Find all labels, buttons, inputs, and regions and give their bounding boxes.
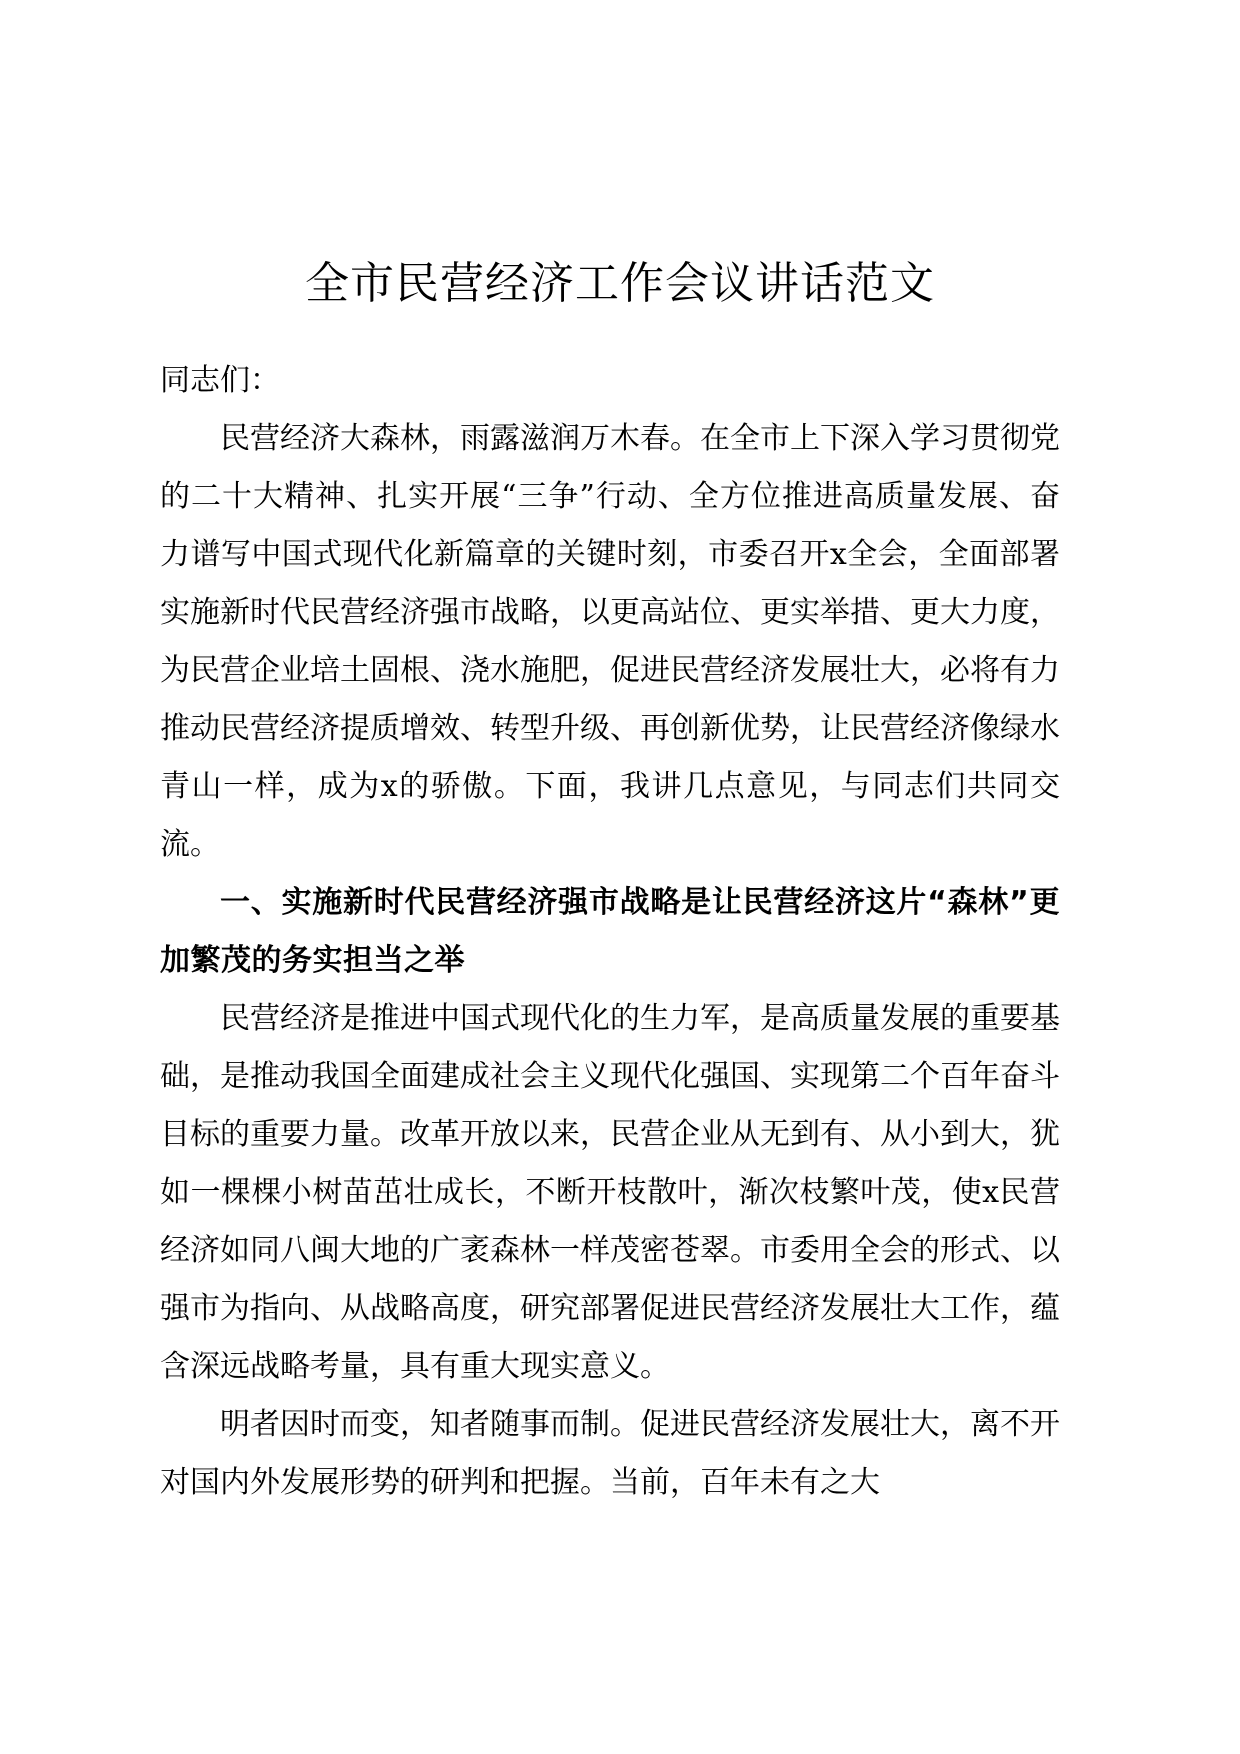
section-heading: 一、实施新时代民营经济强市战略是让民营经济这片“森林”更加繁茂的务实担当之举 [160, 885, 1060, 978]
document-title: 全市民营经济工作会议讲话范文 [305, 258, 935, 309]
document-body [160, 352, 1060, 1512]
section-paragraph-1: 民营经济是推进中国式现代化的生力军，是高质量发展的重要基础，是推动我国全面建成社会主义现代化强国、实现第二个百年奋斗目标的重要力量。改革开放以来，民营企业从无到有、从小到大，犹如一棵棵小树苗茁壮成长，不断开枝散叶，渐次枝繁叶茂，使x民营经济如同八闽大地的广袤森林一样茂密苍翠。市委用全会的形式、以强市为指向、从战略高度，研究部署促进民营经济发展壮大工作，蕴含深远战略考量，具有重大现实意义。 [160, 1001, 1060, 1384]
section-paragraph-2: 明者因时而变，知者随事而制。促进民营经济发展壮大，离不开对国内外发展形势的研判和把握。当前，百年未有之大 [160, 1407, 1060, 1500]
salutation: 同志们： [160, 363, 280, 398]
intro-paragraph: 民营经济大森林，雨露滋润万木春。在全市上下深入学习贯彻党的二十大精神、扎实开展“三争”行动、全方位推进高质量发展、奋力谱写中国式现代化新篇章的关键时刻，市委召开x全会，全面部署实施新时代民营经济强市战略，以更高站位、更实举措、更大力度，为民营企业培土固根、浇水施肥，促进民营经济发展壮大，必将有力推动民营经济提质增效、转型升级、再创新优势，让民营经济像绿水青山一样，成为x的骄傲。下面，我讲几点意见，与同志们共同交流。 [160, 421, 1060, 862]
